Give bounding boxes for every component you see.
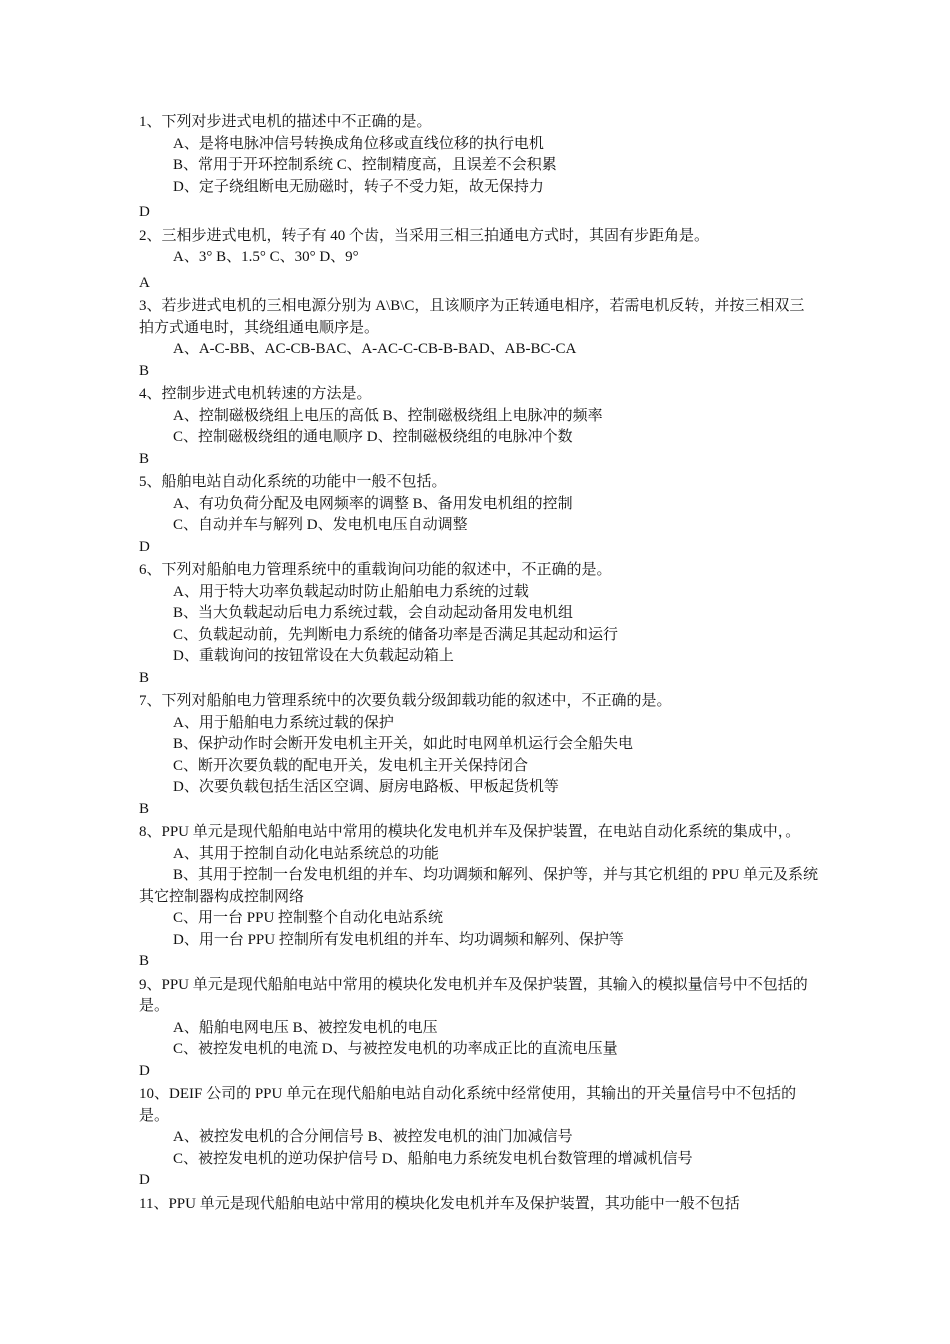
question-6 [139,560,819,689]
option: D、重载询问的按钮常设在大负载起动箱上 [173,648,454,664]
option: C、控制磁极绕组的通电顺序 D、控制磁极绕组的电脉冲个数 [173,429,573,445]
answer: B [139,800,150,817]
option: C、断开次要负载的配电开关，发电机主开关保持闭合 [173,757,529,774]
question-9 [139,975,819,1083]
option: B、保护动作时会断开发电机主开关，如此时电网单机运行会全船失电 [173,736,634,752]
question-text: 11、PPU 单元是现代船舶电站中常用的模块化发电机并车及保护装置，其功能中一般不包括 [139,1195,740,1212]
question-7 [139,691,819,820]
option: A、有功负荷分配及电网频率的调整 B、备用发电机组的控制 [173,495,573,512]
option: A、是将电脉冲信号转换成角位移或直线位移的执行电机 [173,135,544,152]
answer: D [139,1062,150,1079]
question-text: 5、船舶电站自动化系统的功能中一般不包括。 [139,474,447,490]
option: B、其用于控制一台发电机组的并车、均功调频和解列、保护等，并与其它机组的 PPU 单元及系统其它控制器构成控制网络 [139,867,819,905]
question-text: 3、若步进式电机的三相电源分别为 A\B\C，且该顺序为正转通电相序，若需电机反转，并按三相双三拍方式通电时，其绕组通电顺序是。 [139,298,805,336]
answer: B [139,953,150,969]
option: D、用一台 PPU 控制所有发电机组的并车、均功调频和解列、保护等 [173,931,624,948]
question-4 [139,384,819,470]
question-text: 4、控制步进式电机转速的方法是。 [139,386,372,402]
option: A、其用于控制自动化电站系统总的功能 [173,845,439,862]
question-list [139,112,819,1215]
option: C、自动并车与解列 D、发电机电压自动调整 [173,517,468,533]
question-11 [139,1194,819,1216]
question-2 [139,226,819,295]
answer: D [139,204,150,220]
option: D、定子绕组断电无励磁时，转子不受力矩，故无保持力 [173,178,544,195]
question-10 [139,1084,819,1192]
option: D、次要负载包括生活区空调、厨房电路板、甲板起货机等 [173,779,559,795]
question-text: 2、三相步进式电机，转子有 40 个齿，当采用三相三拍通电方式时，其固有步距角是。 [139,227,710,244]
question-text: 6、下列对船舶电力管理系统中的重载询问功能的叙述中，不正确的是。 [139,562,612,578]
option: C、负载起动前，先判断电力系统的储备功率是否满足其起动和运行 [173,626,619,643]
option: A、被控发电机的合分闸信号 B、被控发电机的油门加减信号 [173,1129,573,1145]
option: C、用一台 PPU 控制整个自动化电站系统 [173,910,444,926]
question-text: 10、DEIF 公司的 PPU 单元在现代船舶电站自动化系统中经常使用，其输出的开关量信号中不包括的是。 [139,1086,797,1124]
question-text: 8、PPU 单元是现代船舶电站中常用的模块化发电机并车及保护装置，在电站自动化系统的集成中，。 [139,824,801,840]
option: A、控制磁极绕组上电压的高低 B、控制磁极绕组上电脉冲的频率 [173,407,603,424]
option: A、用于船舶电力系统过载的保护 [173,714,394,731]
question-text: 1、下列对步进式电机的描述中不正确的是。 [139,114,432,130]
option: B、常用于开环控制系统 C、控制精度高，且误差不会积累 [173,157,557,173]
question-5 [139,472,819,558]
option: A、船舶电网电压 B、被控发电机的电压 [173,1019,438,1036]
question-8 [139,822,819,973]
answer: B [139,362,150,379]
option: A、A-C-BB、AC-CB-BAC、A-AC-C-CB-B-BAD、AB-BC-CA [173,341,577,357]
answer: B [139,450,150,467]
option: A、3° B、1.5° C、30° D、9° [173,249,359,265]
option: A、用于特大功率负载起动时防止船舶电力系统的过载 [173,583,529,600]
option: C、被控发电机的逆功保护信号 D、船舶电力系统发电机台数管理的增减机信号 [173,1150,693,1167]
answer: B [139,669,150,686]
answer: D [139,1172,150,1188]
question-text: 7、下列对船舶电力管理系统中的次要负载分级卸载功能的叙述中，不正确的是。 [139,693,672,709]
option: B、当大负载起动后电力系统过载，会自动起动备用发电机组 [173,605,574,621]
answer: D [139,538,150,555]
question-1 [139,112,819,224]
answer: A [139,274,150,291]
question-3 [139,296,819,382]
option: C、被控发电机的电流 D、与被控发电机的功率成正比的直流电压量 [173,1041,618,1057]
question-text: 9、PPU 单元是现代船舶电站中常用的模块化发电机并车及保护装置，其输入的模拟量信号中不包括的是。 [139,976,808,1014]
